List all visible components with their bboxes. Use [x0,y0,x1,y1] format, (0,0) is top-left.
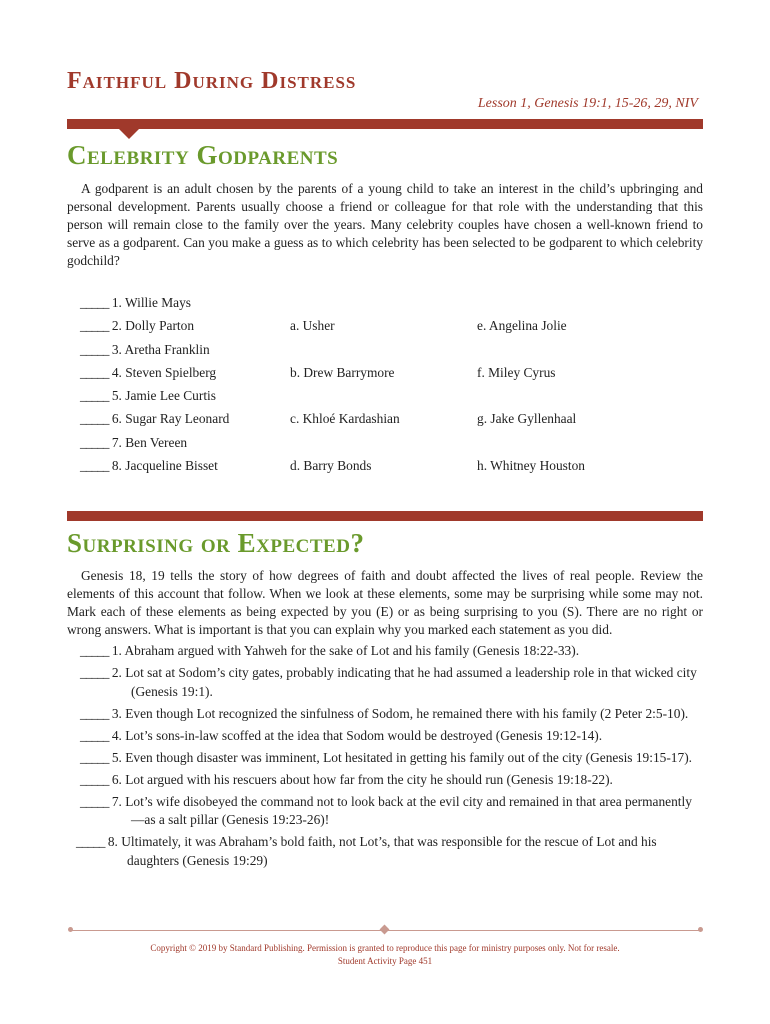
lesson-reference: Lesson 1, Genesis 19:1, 15-26, 29, NIV [477,96,698,111]
footer-ornament-icon [380,925,390,935]
list-item: _____ 1. Willie Mays [80,295,192,310]
list-item: f. Miley Cyrus [477,364,556,380]
list-item: _____ 5. Even though disaster was imminent, Lot hesitated in getting his family out of the city (Genesis 19:15-17). [80,749,693,765]
statements-list [76,642,702,874]
series-title: Faithful During Distress [67,68,357,94]
list-item: g. Jake Gyllenhaal [477,411,577,427]
list-item: _____ 7. Ben Vereen [80,434,188,450]
list-item: _____ 2. Dolly Parton [80,318,195,334]
answer-blank[interactable]: _____ [80,643,109,658]
list-item: _____ 6. Lot argued with his rescuers about how far from the city he should run (Genesis 19:18-22). [80,771,613,787]
list-item: _____ 8. Ultimately, it was Abraham’s bold faith, not Lot’s, that was responsible for the rescue of Lot and his daughters (Genesis 19:29) [76,834,657,868]
section-divider-bar [67,511,703,521]
answer-blank[interactable]: _____ [80,295,109,310]
answer-blank[interactable]: _____ [80,793,109,809]
answer-blank[interactable]: _____ [80,388,109,404]
copyright-notice: Copyright © 2019 by Standard Publishing. Permission is granted to reproduce this page for ministry purposes only. Not for resale. [150,943,620,953]
list-item: _____ 1. Abraham argued with Yahweh for the sake of Lot and his family (Genesis 18:22-33). [80,643,580,658]
list-item: b. Drew Barrymore [290,364,395,380]
divider-notch [118,128,140,139]
list-item: h. Whitney Houston [477,457,585,473]
list-item: d. Barry Bonds [290,457,372,473]
list-item: _____ 3. Aretha Franklin [80,341,210,357]
godparents-column-2 [477,314,585,500]
page-number: Student Activity Page 451 [337,956,433,966]
section-heading-celebrity-godparents: Celebrity Godparents [67,140,339,170]
answer-blank[interactable]: _____ [80,341,109,357]
section1-intro: A godparent is an adult chosen by the parents of a young child to take an interest in the child’s upbringing and personal development. Parents usually choose a friend or colleague for that role with the understanding that this person will remain close to the family over the years. Many celebrity couples have chosen a well-known friend to serve as a godparent. Can you make a guess as to which celebrity has been selected to be godparent to which celebrity godchild? [67,181,703,268]
list-item: _____ 8. Jacqueline Bisset [80,458,218,474]
list-item: e. Angelina Jolie [477,318,567,333]
footer-rule-end-dot [68,927,73,932]
section-heading-surprising-or-expected: Surprising or Expected? [67,528,365,558]
list-item: c. Khloé Kardashian [290,411,400,427]
list-item: a. Usher [290,318,335,333]
answer-blank[interactable]: _____ [80,727,109,743]
list-item: _____ 2. Lot sat at Sodom’s city gates, probably indicating that he had assumed a leadership role in that wicked city (Genesis 19:1). [80,665,697,699]
list-item: _____ 7. Lot’s wife disobeyed the command not to look back at the evil city and remained in that area permanently—as a salt pillar (Genesis 19:23-26)! [80,793,692,827]
answer-blank[interactable]: _____ [80,318,109,334]
answer-blank[interactable]: _____ [80,458,109,474]
footer-rule-end-dot [698,927,703,932]
answer-blank[interactable]: _____ [80,749,109,765]
answer-blank[interactable]: _____ [80,665,109,680]
list-item: _____ 6. Sugar Ray Leonard [80,411,230,427]
list-item: _____ 5. Jamie Lee Curtis [80,388,216,404]
answer-blank[interactable]: _____ [80,705,109,721]
list-item: _____ 3. Even though Lot recognized the sinfulness of Sodom, he remained there with his family (2 Peter 2:5-10). [80,705,689,721]
section2-intro: Genesis 18, 19 tells the story of how degrees of faith and doubt affected the lives of real people. Review the elements of this account that follow. When we look at these elements, some may be surprising while some may not. Mark each of these elements as being expected by you (E) or as being surprising to you (S). There are no right or wrong answers. What is important is that you can explain why you marked each statement as you did. [67,568,703,637]
list-item: _____ 4. Steven Spielberg [80,364,217,380]
godchildren-list [80,291,229,477]
answer-blank[interactable]: _____ [80,434,109,450]
answer-blank[interactable]: _____ [80,364,109,380]
godparents-column-1 [290,314,400,500]
answer-blank[interactable]: _____ [80,411,109,427]
header-divider-bar [67,119,703,129]
list-item: _____ 4. Lot’s sons-in-law scoffed at the idea that Sodom would be destroyed (Genesis 19:12-14). [80,727,603,743]
answer-blank[interactable]: _____ [80,771,109,787]
answer-blank[interactable]: _____ [76,834,105,849]
